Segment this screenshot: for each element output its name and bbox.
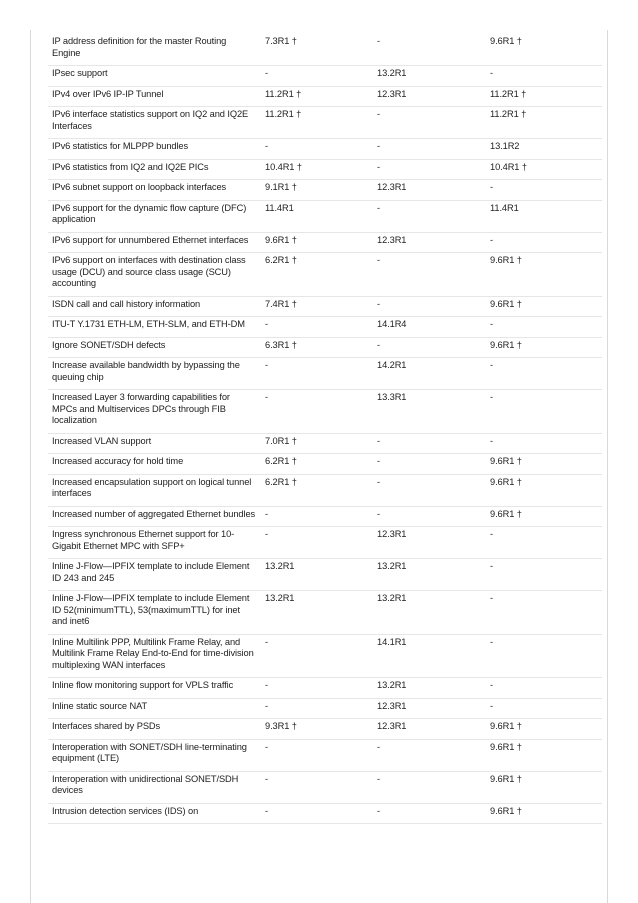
table-row bbox=[48, 454, 602, 475]
feature-release-table bbox=[48, 34, 602, 824]
release-cell: - bbox=[265, 771, 377, 803]
release-cell: 7.0R1 † bbox=[265, 433, 377, 454]
release-cell: - bbox=[490, 678, 602, 699]
release-cell: - bbox=[377, 253, 490, 297]
release-cell: 13.2R1 bbox=[377, 591, 490, 635]
release-cell: - bbox=[265, 739, 377, 771]
table-row bbox=[48, 200, 602, 232]
table-row bbox=[48, 232, 602, 253]
release-cell: 9.6R1 † bbox=[265, 232, 377, 253]
release-cell: 14.1R4 bbox=[377, 317, 490, 338]
release-cell: - bbox=[265, 139, 377, 160]
release-cell: - bbox=[490, 390, 602, 434]
release-cell: 7.3R1 † bbox=[265, 34, 377, 66]
release-cell: - bbox=[377, 337, 490, 358]
feature-name-cell: IPv6 support on interfaces with destination class usage (DCU) and source class usage (SCU) accounting bbox=[48, 253, 265, 297]
table-row bbox=[48, 527, 602, 559]
feature-name-cell: Increased number of aggregated Ethernet bundles bbox=[48, 506, 265, 527]
feature-name-cell: IPv6 subnet support on loopback interfaces bbox=[48, 180, 265, 201]
release-cell: 13.2R1 bbox=[265, 591, 377, 635]
release-cell: 12.3R1 bbox=[377, 719, 490, 740]
table-row bbox=[48, 559, 602, 591]
release-cell: - bbox=[377, 107, 490, 139]
release-cell: - bbox=[265, 390, 377, 434]
release-cell: 11.2R1 † bbox=[490, 107, 602, 139]
release-cell: 9.6R1 † bbox=[490, 296, 602, 317]
release-cell: - bbox=[265, 506, 377, 527]
release-cell: 13.2R1 bbox=[377, 66, 490, 87]
release-cell: - bbox=[490, 180, 602, 201]
feature-name-cell: Increased Layer 3 forwarding capabilities for MPCs and Multiservices DPCs through FIB localization bbox=[48, 390, 265, 434]
release-cell: - bbox=[490, 634, 602, 678]
release-cell: - bbox=[377, 474, 490, 506]
feature-name-cell: Inline Multilink PPP, Multilink Frame Relay, and Multilink Frame Relay End-to-End for time-division multiplexing WAN interfaces bbox=[48, 634, 265, 678]
release-cell: 6.2R1 † bbox=[265, 474, 377, 506]
release-cell: - bbox=[377, 34, 490, 66]
release-cell: - bbox=[265, 358, 377, 390]
table-row bbox=[48, 719, 602, 740]
release-cell: 10.4R1 † bbox=[265, 159, 377, 180]
table-row bbox=[48, 66, 602, 87]
table-row bbox=[48, 433, 602, 454]
release-cell: 13.2R1 bbox=[377, 678, 490, 699]
release-cell: 11.4R1 bbox=[490, 200, 602, 232]
page-border-left bbox=[30, 30, 31, 903]
release-cell: - bbox=[265, 634, 377, 678]
release-cell: 9.1R1 † bbox=[265, 180, 377, 201]
feature-name-cell: IPv6 statistics from IQ2 and IQ2E PICs bbox=[48, 159, 265, 180]
table-row bbox=[48, 506, 602, 527]
feature-name-cell: Interoperation with SONET/SDH line-terminating equipment (LTE) bbox=[48, 739, 265, 771]
release-cell: - bbox=[377, 454, 490, 475]
release-cell: - bbox=[490, 698, 602, 719]
release-cell: - bbox=[377, 803, 490, 824]
release-cell: - bbox=[490, 527, 602, 559]
release-cell: - bbox=[265, 317, 377, 338]
table-row bbox=[48, 390, 602, 434]
feature-name-cell: Increased encapsulation support on logical tunnel interfaces bbox=[48, 474, 265, 506]
release-cell: - bbox=[377, 200, 490, 232]
release-cell: 12.3R1 bbox=[377, 527, 490, 559]
release-cell: 11.2R1 † bbox=[490, 86, 602, 107]
release-cell: 12.3R1 bbox=[377, 86, 490, 107]
release-cell: 9.6R1 † bbox=[490, 771, 602, 803]
table-row bbox=[48, 771, 602, 803]
release-cell: - bbox=[377, 139, 490, 160]
feature-name-cell: Increase available bandwidth by bypassing the queuing chip bbox=[48, 358, 265, 390]
feature-name-cell: IPv6 interface statistics support on IQ2 and IQ2E Interfaces bbox=[48, 107, 265, 139]
feature-name-cell: ITU-T Y.1731 ETH-LM, ETH-SLM, and ETH-DM bbox=[48, 317, 265, 338]
release-cell: 9.3R1 † bbox=[265, 719, 377, 740]
feature-name-cell: Inline J-Flow—IPFIX template to include Element ID 52(minimumTTL), 53(maximumTTL) for inet and inet6 bbox=[48, 591, 265, 635]
release-cell: - bbox=[265, 66, 377, 87]
feature-name-cell: Ingress synchronous Ethernet support for 10-Gigabit Ethernet MPC with SFP+ bbox=[48, 527, 265, 559]
release-cell: - bbox=[265, 803, 377, 824]
table-row bbox=[48, 180, 602, 201]
release-cell: 11.2R1 † bbox=[265, 107, 377, 139]
release-cell: 9.6R1 † bbox=[490, 803, 602, 824]
table-row bbox=[48, 317, 602, 338]
release-cell: - bbox=[265, 527, 377, 559]
table-row bbox=[48, 634, 602, 678]
feature-name-cell: IPsec support bbox=[48, 66, 265, 87]
release-cell: - bbox=[490, 317, 602, 338]
feature-name-cell: IPv4 over IPv6 IP-IP Tunnel bbox=[48, 86, 265, 107]
table-row bbox=[48, 107, 602, 139]
table-row bbox=[48, 591, 602, 635]
table-row bbox=[48, 474, 602, 506]
release-cell: - bbox=[377, 296, 490, 317]
release-cell: - bbox=[265, 678, 377, 699]
table-row bbox=[48, 803, 602, 824]
feature-name-cell: Intrusion detection services (IDS) on bbox=[48, 803, 265, 824]
release-cell: - bbox=[490, 358, 602, 390]
release-cell: 9.6R1 † bbox=[490, 506, 602, 527]
release-cell: - bbox=[377, 739, 490, 771]
release-cell: - bbox=[490, 433, 602, 454]
feature-name-cell: Interfaces shared by PSDs bbox=[48, 719, 265, 740]
release-cell: 9.6R1 † bbox=[490, 337, 602, 358]
table-row bbox=[48, 159, 602, 180]
release-cell: 12.3R1 bbox=[377, 180, 490, 201]
release-cell: - bbox=[490, 66, 602, 87]
release-cell: 13.2R1 bbox=[377, 559, 490, 591]
release-cell: 12.3R1 bbox=[377, 232, 490, 253]
release-cell: - bbox=[377, 159, 490, 180]
feature-name-cell: Inline J-Flow—IPFIX template to include Element ID 243 and 245 bbox=[48, 559, 265, 591]
release-cell: 13.1R2 bbox=[490, 139, 602, 160]
release-cell: 9.6R1 † bbox=[490, 253, 602, 297]
feature-name-cell: IPv6 support for the dynamic flow capture (DFC) application bbox=[48, 200, 265, 232]
release-cell: 11.2R1 † bbox=[265, 86, 377, 107]
page-border-right bbox=[607, 30, 608, 903]
release-cell: - bbox=[265, 698, 377, 719]
feature-name-cell: Increased accuracy for hold time bbox=[48, 454, 265, 475]
table-row bbox=[48, 86, 602, 107]
release-cell: 9.6R1 † bbox=[490, 719, 602, 740]
release-cell: 9.6R1 † bbox=[490, 34, 602, 66]
release-cell: 14.2R1 bbox=[377, 358, 490, 390]
feature-release-table-body bbox=[48, 34, 602, 824]
release-cell: 6.2R1 † bbox=[265, 253, 377, 297]
release-cell: 6.3R1 † bbox=[265, 337, 377, 358]
release-cell: 13.3R1 bbox=[377, 390, 490, 434]
release-cell: - bbox=[377, 771, 490, 803]
table-row bbox=[48, 337, 602, 358]
feature-name-cell: Interoperation with unidirectional SONET/SDH devices bbox=[48, 771, 265, 803]
release-cell: 10.4R1 † bbox=[490, 159, 602, 180]
release-cell: 6.2R1 † bbox=[265, 454, 377, 475]
table-row bbox=[48, 739, 602, 771]
release-cell: - bbox=[377, 506, 490, 527]
release-cell: - bbox=[490, 232, 602, 253]
table-row bbox=[48, 358, 602, 390]
feature-name-cell: Increased VLAN support bbox=[48, 433, 265, 454]
release-cell: 14.1R1 bbox=[377, 634, 490, 678]
release-cell: 7.4R1 † bbox=[265, 296, 377, 317]
release-cell: - bbox=[490, 559, 602, 591]
table-row bbox=[48, 296, 602, 317]
feature-name-cell: IP address definition for the master Routing Engine bbox=[48, 34, 265, 66]
feature-name-cell: Inline flow monitoring support for VPLS traffic bbox=[48, 678, 265, 699]
feature-name-cell: IPv6 statistics for MLPPP bundles bbox=[48, 139, 265, 160]
release-cell: 9.6R1 † bbox=[490, 454, 602, 475]
feature-name-cell: Inline static source NAT bbox=[48, 698, 265, 719]
release-cell: - bbox=[377, 433, 490, 454]
feature-name-cell: ISDN call and call history information bbox=[48, 296, 265, 317]
release-cell: 11.4R1 bbox=[265, 200, 377, 232]
table-row bbox=[48, 678, 602, 699]
feature-name-cell: Ignore SONET/SDH defects bbox=[48, 337, 265, 358]
release-cell: - bbox=[490, 591, 602, 635]
release-cell: 9.6R1 † bbox=[490, 474, 602, 506]
table-row bbox=[48, 698, 602, 719]
release-cell: 13.2R1 bbox=[265, 559, 377, 591]
table-row bbox=[48, 139, 602, 160]
feature-name-cell: IPv6 support for unnumbered Ethernet interfaces bbox=[48, 232, 265, 253]
release-cell: 9.6R1 † bbox=[490, 739, 602, 771]
table-row bbox=[48, 253, 602, 297]
table-row bbox=[48, 34, 602, 66]
release-cell: 12.3R1 bbox=[377, 698, 490, 719]
